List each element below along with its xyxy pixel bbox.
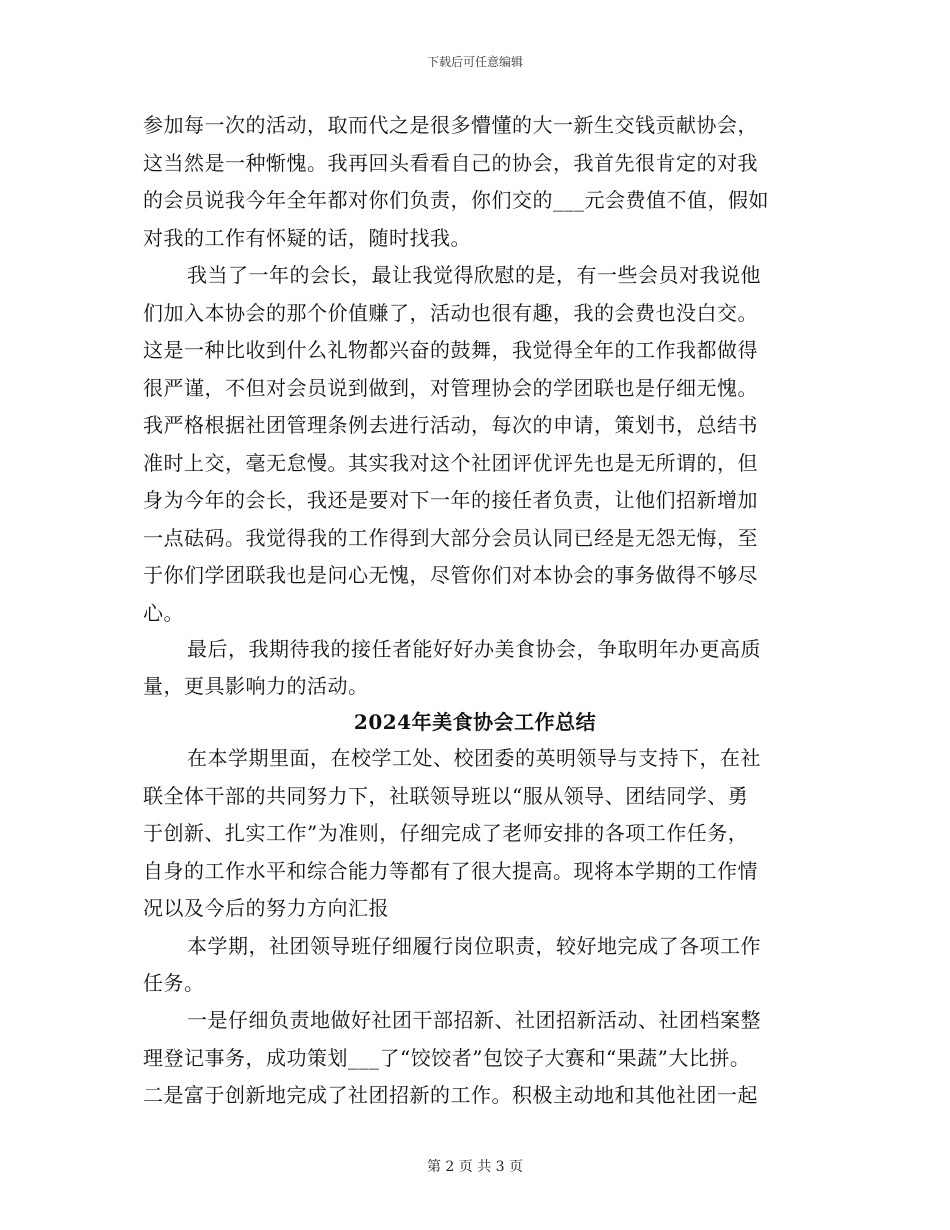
- text-line: 联全体干部的共同努力下，社联领导班以“服从领导、团结同学、勇: [143, 784, 749, 808]
- text-line: 本学期，社团领导班仔细履行岗位职责，较好地完成了各项工作: [187, 934, 761, 958]
- text-line: 心。: [143, 601, 184, 625]
- text-line: 一点砝码。我觉得我的工作得到大部分会员认同已经是无怨无悔，至: [143, 526, 758, 550]
- text-line: 况以及今后的努力方向汇报: [143, 896, 389, 920]
- text-line: 身为今年的会长，我还是要对下一年的接任者负责，让他们招新增加: [143, 488, 758, 512]
- text-line: 最后，我期待我的接任者能好好办美食协会，争取明年办更高质: [187, 637, 761, 661]
- section-title: 2024年美食协会工作总结: [353, 710, 597, 734]
- text-line: 我严格根据社团管理条例去进行活动，每次的申请，策划书，总结书: [143, 413, 758, 437]
- text-line: 这是一种比收到什么礼物都兴奋的鼓舞，我觉得全年的工作我都做得: [143, 338, 758, 362]
- page-footer: 第 2 页 共 3 页: [426, 1159, 524, 1175]
- text-line: 的会员说我今年全年都对你们负责，你们交的___元会费值不值，假如: [143, 188, 769, 212]
- text-line: 量，更具影响力的活动。: [143, 674, 369, 698]
- text-line: 我当了一年的会长，最让我觉得欣慰的是，有一些会员对我说他: [187, 263, 761, 287]
- page-header: 下载后可任意编辑: [426, 55, 523, 69]
- text-line: 二是富于创新地完成了社团招新的工作。积极主动地和其他社团一起: [143, 1083, 758, 1107]
- text-line: 于你们学团联我也是问心无愧，尽管你们对本协会的事务做得不够尽: [143, 563, 758, 587]
- text-line: 在本学期里面，在校学工处、校团委的英明领导与支持下，在社: [187, 746, 761, 770]
- text-line: 于创新、扎实工作”为准则，仔细完成了老师安排的各项工作任务，: [143, 821, 749, 845]
- text-line: 参加每一次的活动，取而代之是很多懵懂的大一新生交钱贡献协会，: [143, 113, 758, 137]
- text-line: 很严谨，不但对会员说到做到，对管理协会的学团联也是仔细无愧。: [143, 376, 758, 400]
- text-line: 这当然是一种惭愧。我再回头看看自己的协会，我首先很肯定的对我: [143, 151, 758, 175]
- text-line: 一是仔细负责地做好社团干部招新、社团招新活动、社团档案整: [187, 1008, 761, 1032]
- text-line: 们加入本协会的那个价值赚了，活动也很有趣，我的会费也没白交。: [143, 301, 758, 325]
- text-line: 准时上交，毫无怠慢。其实我对这个社团评优评先也是无所谓的，但: [143, 451, 758, 475]
- text-line: 理登记事务，成功策划___了“饺饺者”包饺子大赛和“果蔬”大比拼。: [143, 1046, 751, 1070]
- text-line: 对我的工作有怀疑的话，随时找我。: [143, 226, 471, 250]
- text-line: 任务。: [143, 971, 205, 995]
- text-line: 自身的工作水平和综合能力等都有了很大提高。现将本学期的工作情: [143, 859, 758, 883]
